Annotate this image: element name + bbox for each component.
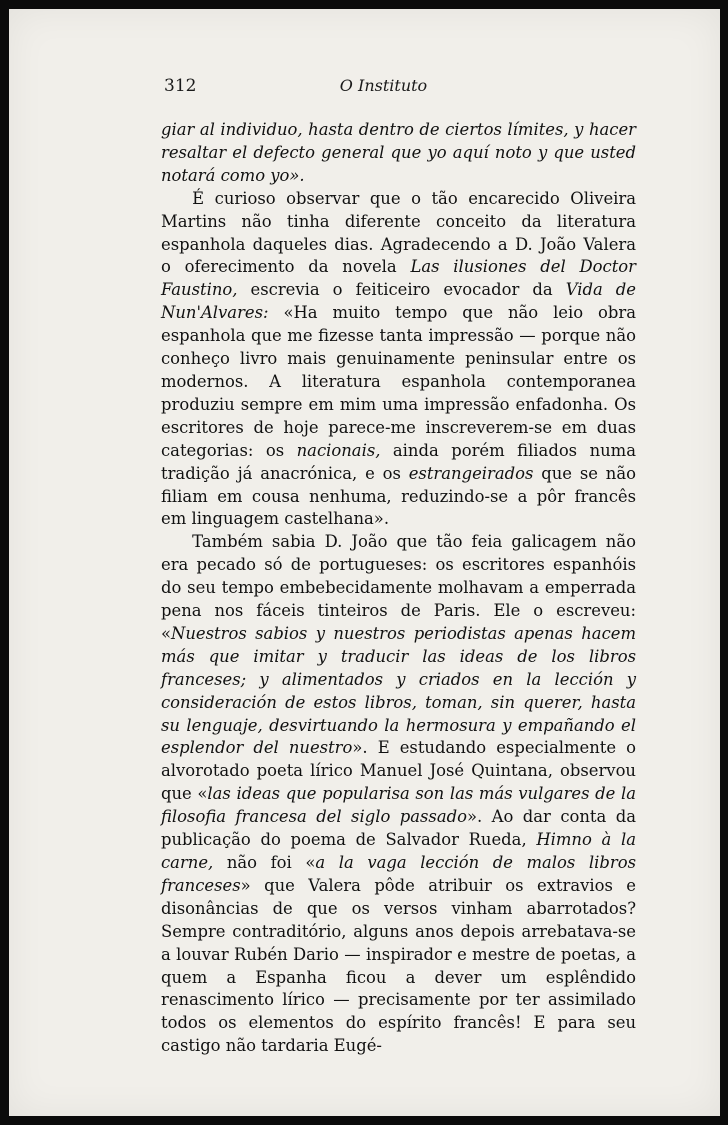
text-run: » que Valera pôde atribuir os extravios e disonâncias de que os versos vinham abarrotados? Sempre contraditório, alguns anos depois arrebatava-se a louvar Rubén Dario — inspirador e mestre de poetas, a quem a Espanha ficou a dever um esplêndido renascimento lírico — precisamente por ter assimilado todos os elementos do espírito francês! E para seu castigo não tardaria Eugé- (161, 875, 636, 1056)
italic-text: Las ilusiones del Doctor Faustino, (161, 257, 636, 300)
text-run: ». Ao dar conta da publicação do poema de Salvador Rueda, (161, 807, 636, 850)
text-run: não foi « (213, 853, 316, 872)
italic-text: giar al individuo, hasta dentro de ciertos límites, y hacer resaltar el defecto general que yo aquí noto y que usted notará como yo». (161, 120, 636, 185)
italic-text: estrangeirados (408, 463, 534, 483)
text-run: que se não filiam em cousa nenhuma, reduzindo-se a pôr francês em linguagem castelhana». (161, 463, 637, 529)
text-run: Também sabia D. João que tão feia galicagem não era pecado só de portugueses: os escritores espanhóis do seu tempo embebecidamente molhavam a emperrada pena nos fáceis tinteiros de Paris. Ele o escreveu: « (161, 532, 636, 643)
body-text (161, 119, 636, 1058)
paragraph (161, 188, 636, 532)
book-page (9, 9, 720, 1116)
running-title: O Instituto (339, 76, 428, 95)
paragraph (161, 531, 636, 1058)
italic-text: Himno à la carne, (161, 830, 636, 872)
italic-text: Vida de Nun'Alvares: (161, 280, 636, 323)
italic-text: a la vaga lección de malos libros franceses (161, 853, 636, 895)
text-run: ». E estudando especialmente o alvorotado poeta lírico Manuel José Quintana, observou que « (161, 738, 636, 804)
text-run: É curioso observar que o tão encarecido Oliveira Martins não tinha diferente conceito da literatura espanhola daqueles dias. Agradecendo a D. João Valera o oferecimento da novela (161, 188, 636, 277)
paragraph (161, 119, 636, 188)
italic-text: Nuestros sabios y nuestros periodistas apenas hacem más que imitar y traducir las ideas de los libros franceses; y alimentados y criados en la lección y consideración de estos libros, toman, sin querer, hasta su lenguaje, desvirtuando la hermosura y empañando el esplendor del nuestro (161, 623, 636, 758)
page-header (9, 71, 720, 101)
page-number: 312 (164, 76, 197, 96)
italic-text: nacionais, (296, 440, 381, 460)
text-run: «Ha muito tempo que não leio obra espanhola que me fizesse tanta impressão — porque não conheço livro mais genuinamente peninsular entre os modernos. A literatura espanhola contemporanea produziu sempre em mim uma impressão enfadonha. Os escritores de hoje parece-me inscreverem-se em duas categorias: os (161, 303, 636, 460)
text-run: ainda porém filiados numa tradição já anacrónica, e os (161, 440, 636, 483)
italic-text: las ideas que popularisa son las más vulgares de la filosofia francesa del siglo passado (161, 784, 636, 827)
text-run: escrevia o feiticeiro evocador da (237, 280, 566, 300)
